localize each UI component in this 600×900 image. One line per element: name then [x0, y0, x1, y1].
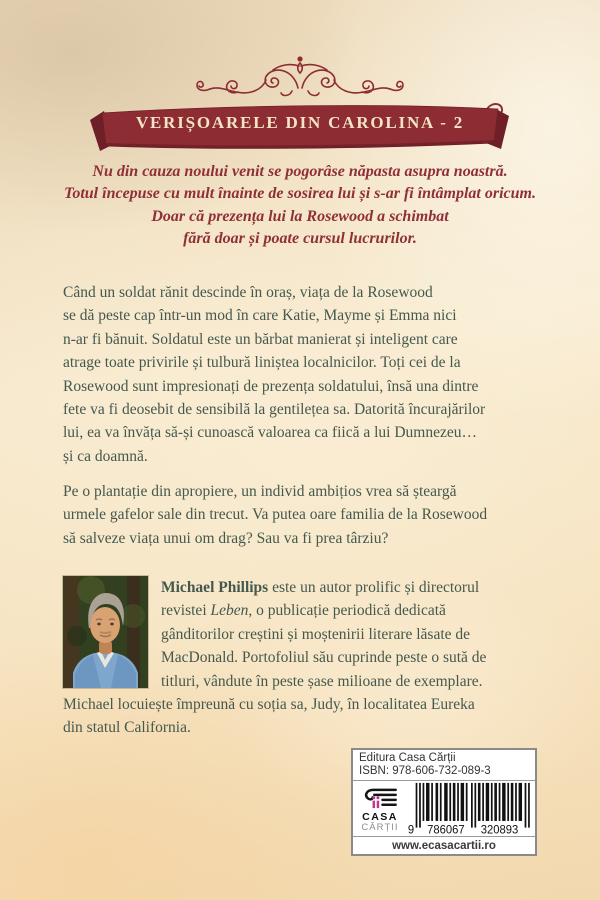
barcode-area	[407, 781, 535, 836]
author-photo	[63, 576, 148, 688]
publisher-website: www.ecasacartii.ro	[392, 840, 496, 853]
quote-line: Totul începuse cu mult înainte de sosirea lui și s-ar fi întâmplat oricum.	[64, 185, 536, 203]
bio-line	[161, 576, 486, 599]
bio-line: titluri, vândute în peste șase milioane de exemplare.	[161, 672, 483, 690]
isbn-number: ISBN: 978-606-732-089-3	[359, 765, 491, 777]
quote-line: Nu din cauza noului venit se pogorâse năpasta asupra noastră.	[92, 163, 508, 180]
synopsis-line: atrage toate privirile și tulbură liniștea localnicilor. Toți cei de la	[63, 354, 461, 372]
synopsis-line: urmele gafelor sale din trecut. Va putea oare familia de la Rosewood	[63, 506, 488, 524]
publisher-info	[353, 750, 535, 781]
bio-line	[161, 599, 486, 622]
synopsis-line: lui, ea va învăța să-și cunoască valoarea ca fiică a lui Dumnezeu…	[63, 424, 477, 442]
publisher-logo-icon	[361, 786, 399, 812]
logo-text-cartii: CĂRȚII	[361, 822, 399, 834]
publisher-box	[351, 748, 537, 856]
magazine-name: Leben	[210, 602, 249, 620]
bio-text: este un autor prolific și directorul	[268, 579, 480, 596]
teaser-quote	[30, 161, 570, 251]
quote-line: Doar că prezența lui la Rosewood a schimbat	[151, 207, 449, 225]
author-name: Michael Phillips	[161, 579, 269, 596]
barcode-digits-group1: 786067	[427, 821, 465, 837]
series-title: VERIȘOARELE DIN CAROLINA - 2	[135, 113, 465, 132]
bio-text-beside-photo	[161, 576, 486, 693]
synopsis-line: Pe o plantație din apropiere, un individ ambițios vrea să șteargă	[63, 483, 457, 500]
synopsis-line: Când un soldat rănit descinde în oraș, viața de la Rosewood	[63, 284, 433, 301]
bio-line: MacDonald. Portofoliul său cuprinde peste o sută de	[161, 649, 487, 667]
synopsis-line: n-ar fi bănuit. Soldatul este un bărbat manierat și inteligent care	[63, 330, 458, 348]
publisher-logo	[353, 781, 407, 836]
bio-line: gânditorilor creștini și moștenirii literare lăsate de	[161, 625, 471, 643]
synopsis-line: fete va fi deosebit de sensibilă la gentilețea sa. Datorită încurajărilor	[63, 401, 486, 419]
synopsis-line: se dă peste cap într-un mod în care Katie, Mayme și Emma nici	[63, 307, 457, 325]
synopsis-line: Rosewood sunt impresionați de prezența soldatului, însă una dintre	[63, 377, 479, 395]
barcode-digit-first: 9	[407, 821, 415, 837]
synopsis-paragraph-1	[63, 281, 573, 468]
bio-text: , o publicație periodică dedicată	[248, 602, 446, 620]
barcode	[407, 781, 535, 836]
barcode-digits-group2: 320893	[480, 821, 519, 837]
logo-and-barcode-row	[353, 781, 535, 837]
publisher-name: Editura Casa Cărții	[359, 752, 456, 764]
synopsis-paragraph-2	[63, 480, 573, 550]
bio-line: din statul California.	[63, 719, 191, 737]
quote-line: fără doar și poate cursul lucrurilor.	[183, 230, 417, 248]
bio-text: revistei	[161, 602, 211, 620]
bio-line: Michael locuiește împreună cu soția sa, Judy, în localitatea Eureka	[63, 696, 475, 714]
logo-text-casa: CASA	[362, 811, 398, 824]
author-bio	[63, 576, 585, 740]
synopsis-line: și ca doamnă.	[63, 447, 148, 465]
synopsis-line: să salveze viața unui om drag? Sau va fi prea târziu?	[63, 529, 389, 547]
